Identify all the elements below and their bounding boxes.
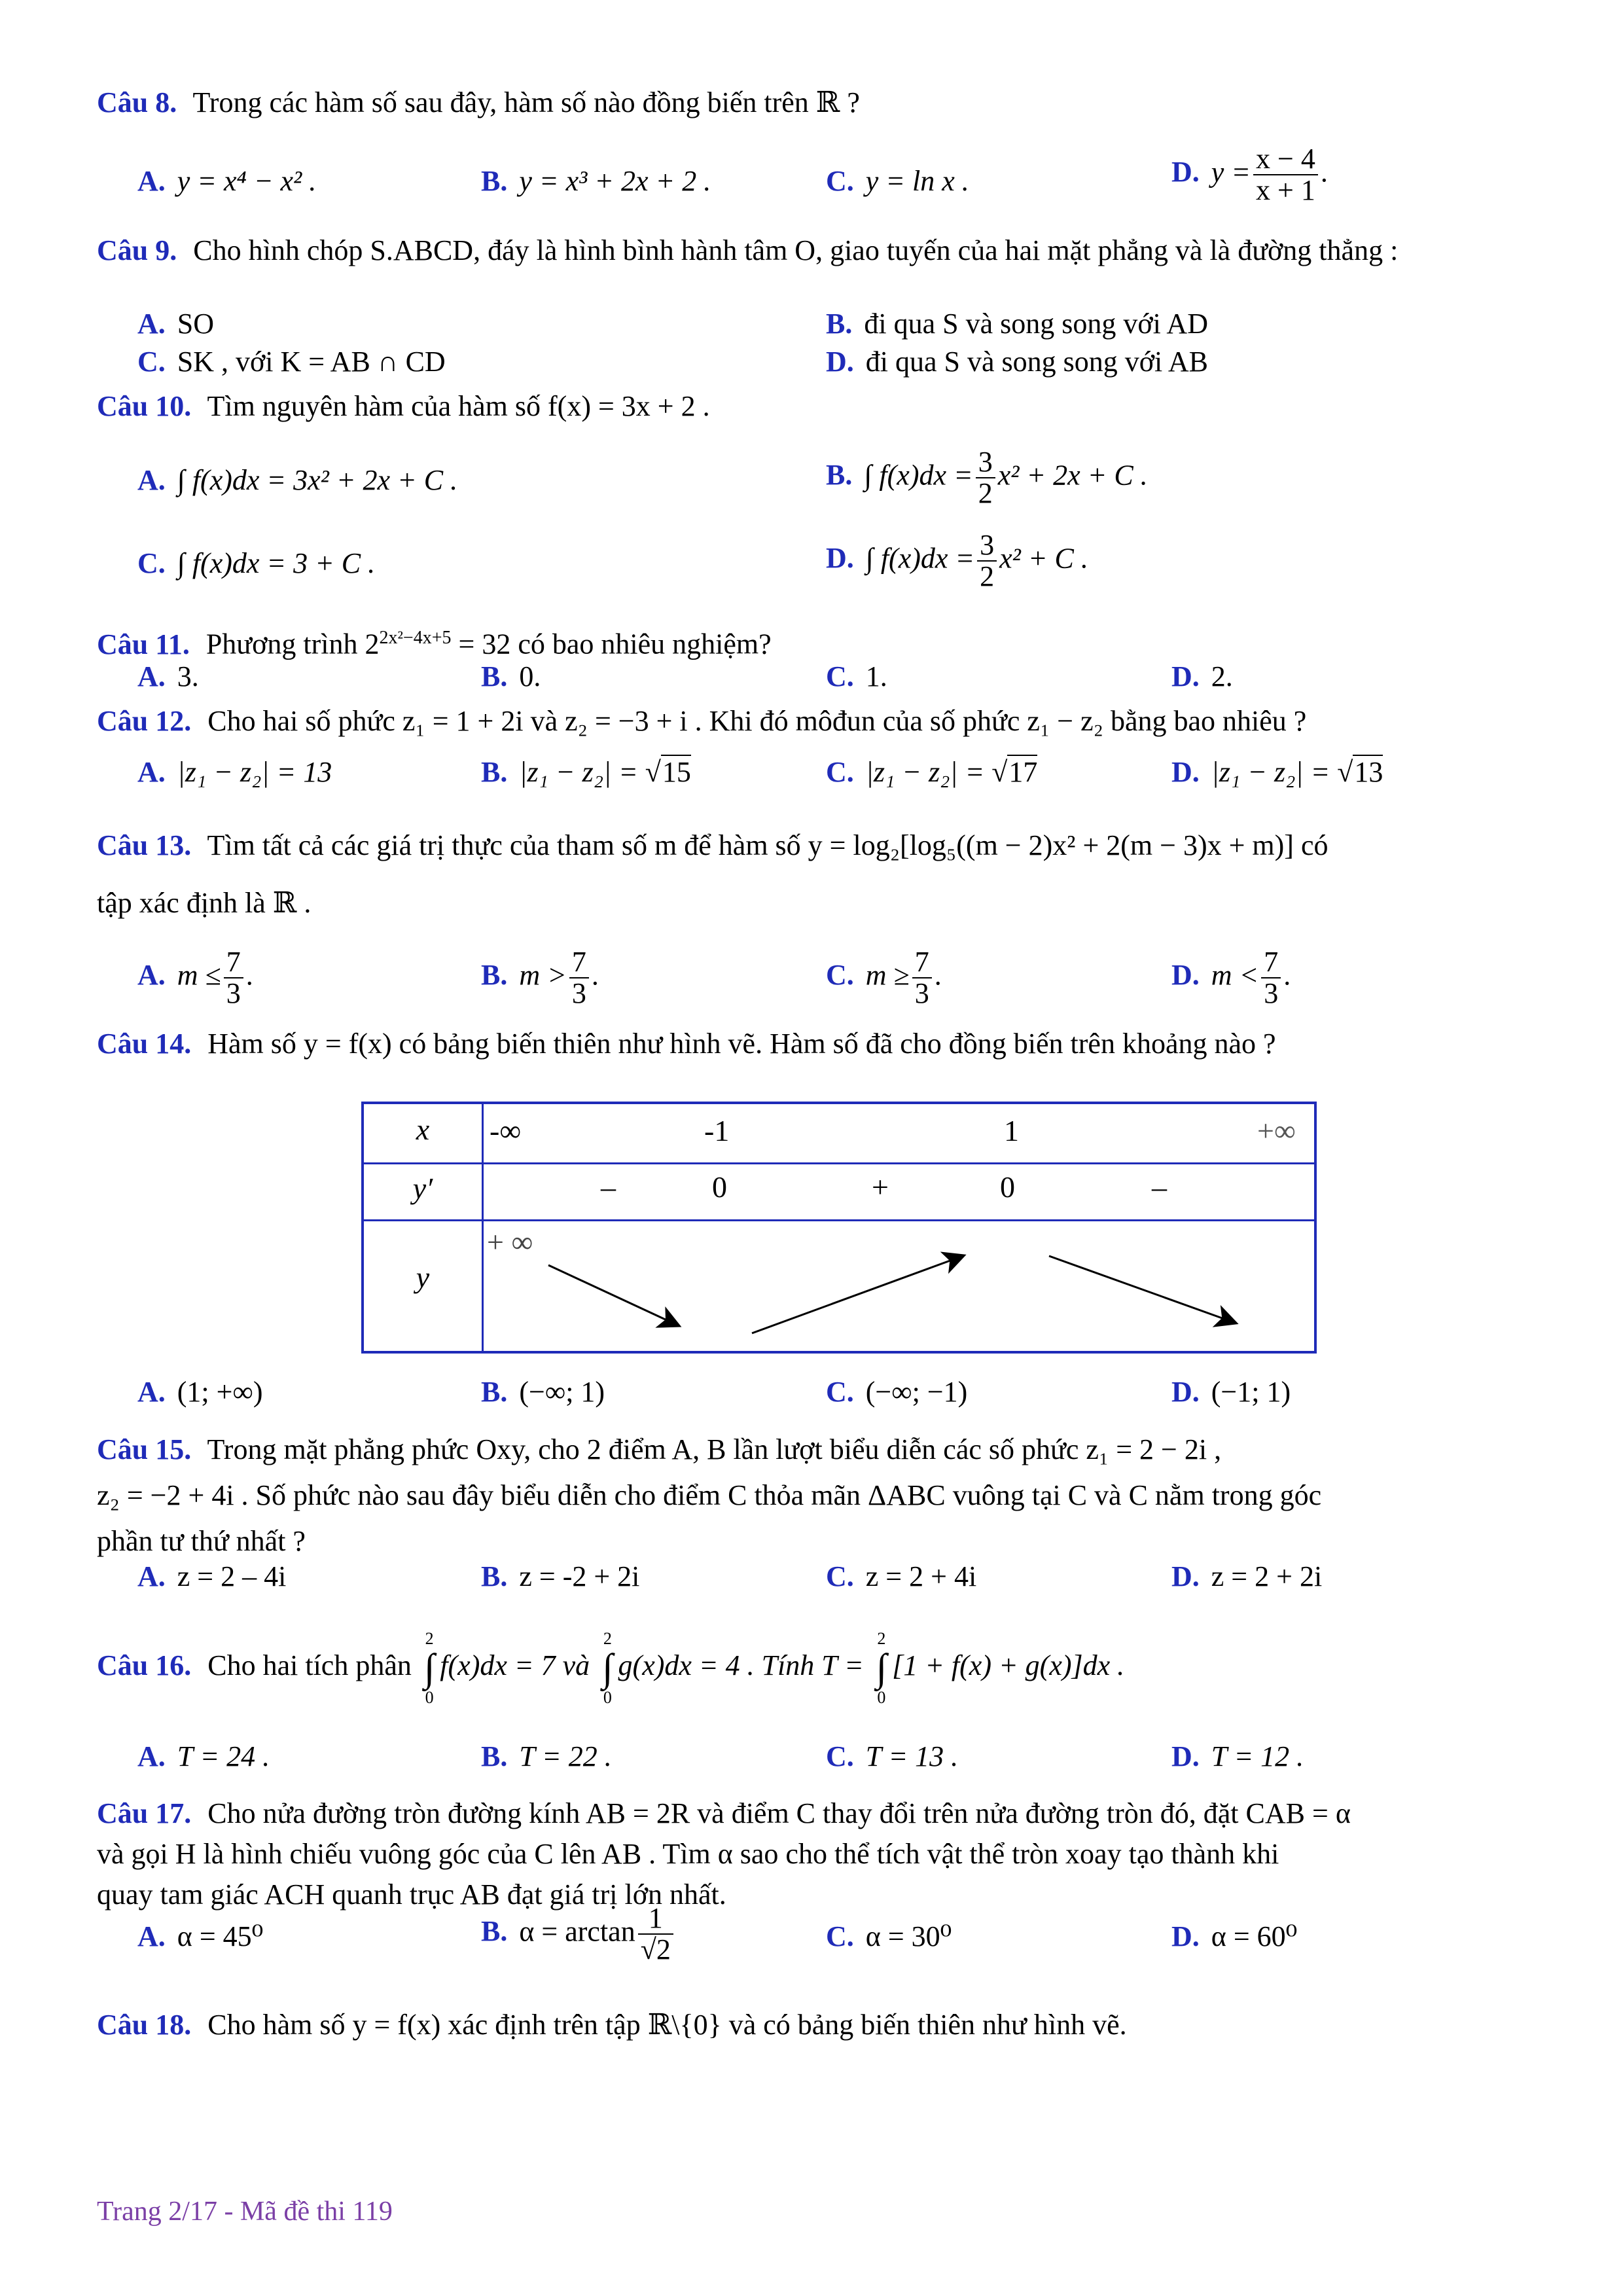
option-d[interactable]: D. |z₁ − z₂| = √13 (1171, 756, 1383, 788)
question-10-options-row1 (0, 446, 1623, 520)
question-15-options (0, 1558, 1623, 1617)
option-b[interactable]: B. |z₁ − z₂| = √15 (481, 756, 691, 788)
question-text-cont: quay tam giác ACH quanh trục AB đạt giá trị lớn nhất. (97, 1878, 726, 1910)
option-d[interactable]: D. z = 2 + 2i (1171, 1560, 1323, 1592)
question-text: Tìm tất cả các giá trị thực của tham số m để hàm số y = log₂[log₅((m − 2)x² + 2(m − 3)x + m)] có (207, 829, 1329, 861)
option-c[interactable]: C. 1. (826, 660, 887, 692)
question-16: Câu 16. Cho hai tích phân 2 ∫ 0 f(x)dx = 7 và 2 ∫ 0 g(x)dx = 4 . Tính T = 2 ∫ 0 [1 + f(x) + g(x)]dx . (97, 1629, 1125, 1708)
question-number: Câu 11. (97, 628, 190, 660)
option-a[interactable]: A. m ≤ $\frac{7}{3}$ . (137, 946, 253, 1010)
question-number: Câu 14. (97, 1028, 192, 1060)
question-8-options (0, 143, 1623, 221)
x-value: +∞ (1257, 1114, 1296, 1147)
question-text: Cho hai số phức z₁ = 1 + 2i và z₂ = −3 + i . Khi đó môđun của số phức z₁ − z₂ bằng bao nhiêu ? (207, 705, 1307, 737)
question-text-cont: và gọi H là hình chiếu vuông góc của C lên AB . Tìm α sao cho thể tích vật thể tròn xoay tạo thành khi (97, 1838, 1279, 1870)
question-text-cont: z₂ = −2 + 4i . Số phức nào sau đây biểu diễn cho điểm C thỏa mãn ΔABC vuông tại C và C nằm trong góc (97, 1479, 1322, 1511)
question-13 (97, 817, 1544, 932)
option-c[interactable]: C. SK , với K = AB ∩ CD (137, 346, 446, 378)
option-c[interactable]: C. α = 30⁰ (826, 1920, 952, 1952)
option-a[interactable]: A. T = 24 . (137, 1740, 270, 1772)
decreasing-arrow (548, 1265, 678, 1325)
question-number: Câu 9. (97, 234, 177, 266)
option-c[interactable]: C. y = ln x . (826, 165, 969, 197)
question-9 (97, 232, 1544, 270)
option-c[interactable]: C. m ≥ $\frac{7}{3}$ . (826, 946, 942, 1010)
option-b[interactable]: B. z = -2 + 2i (481, 1560, 640, 1592)
question-text: Trong mặt phẳng phức Oxy, cho 2 điểm A, B lần lượt biểu diễn các số phức z₁ = 2 − 2i , (207, 1433, 1222, 1465)
question-number: Câu 17. (97, 1797, 192, 1829)
option-d[interactable]: D. T = 12 . (1171, 1740, 1304, 1772)
question-10-options-row2 (0, 529, 1623, 603)
decreasing-arrow (1049, 1256, 1235, 1323)
option-d[interactable]: D. α = 60⁰ (1171, 1920, 1298, 1952)
option-a[interactable]: A. ∫ f(x)dx = 3x² + 2x + C . (137, 464, 458, 496)
row-label-y: y (416, 1261, 430, 1294)
question-12 (97, 702, 1544, 740)
question-18 (97, 2006, 1544, 2044)
question-10 (97, 387, 1544, 425)
yprime-sign: + (872, 1170, 889, 1204)
question-text: Cho hình chóp S.ABCD, đáy là hình bình hành tâm O, giao tuyến của hai mặt phẳng và là đường thẳng : (193, 234, 1399, 266)
x-value: -∞ (490, 1114, 522, 1147)
integral-sign: 2 ∫ 0 (876, 1629, 887, 1708)
option-a[interactable]: A. (1; +∞) (137, 1376, 263, 1408)
x-value: 1 (1004, 1114, 1019, 1147)
option-b[interactable]: B. y = x³ + 2x + 2 . (481, 165, 711, 197)
increasing-arrow (752, 1256, 963, 1333)
option-b[interactable]: B. 0. (481, 660, 541, 692)
question-17-options (0, 1902, 1623, 1977)
question-number: Câu 13. (97, 829, 192, 861)
option-d[interactable]: D. 2. (1171, 660, 1233, 692)
yprime-zero: 0 (1000, 1170, 1015, 1204)
question-number: Câu 12. (97, 705, 192, 737)
question-text: Cho nửa đường tròn đường kính AB = 2R và điểm C thay đổi trên nửa đường tròn đó, đặt CAB = α (207, 1797, 1351, 1829)
option-c[interactable]: C. T = 13 . (826, 1740, 959, 1772)
question-number: Câu 18. (97, 2009, 192, 2041)
option-c[interactable]: C. z = 2 + 4i (826, 1560, 977, 1592)
option-c[interactable]: C. |z₁ − z₂| = √17 (826, 756, 1038, 788)
option-b[interactable]: B. α = arctan $\frac{1}{√2}$ (481, 1903, 676, 1965)
yprime-sign: – (1152, 1170, 1167, 1204)
variation-table (361, 1102, 1317, 1354)
question-14 (97, 1025, 1544, 1063)
option-b[interactable]: B. ∫ f(x)dx = $\frac{3}{2}$ x² + 2x + C . (826, 446, 1148, 510)
row-label-x: x (416, 1113, 430, 1146)
question-16-options (0, 1738, 1623, 1797)
question-text: Hàm số y = f(x) có bảng biến thiên như hình vẽ. Hàm số đã cho đồng biến trên khoảng nào ? (207, 1028, 1276, 1060)
question-12-options (0, 753, 1623, 812)
option-d[interactable]: D. đi qua S và song song với AB (826, 346, 1208, 378)
question-number: Câu 15. (97, 1433, 192, 1465)
option-c[interactable]: C. ∫ f(x)dx = 3 + C . (137, 547, 376, 579)
question-text: Cho hàm số y = f(x) xác định trên tập ℝ\{0} và có bảng biến thiên như hình vẽ. (207, 2009, 1127, 2041)
option-a[interactable]: A. α = 45⁰ (137, 1920, 264, 1952)
option-b[interactable]: B. T = 22 . (481, 1740, 612, 1772)
option-b[interactable]: B. m > $\frac{7}{3}$ . (481, 946, 599, 1010)
option-a[interactable]: A. |z₁ − z₂| = 13 (137, 756, 332, 788)
question-11: Câu 11. Phương trình $2^{2x^2-4x+5} = 32$ có bao nhiêu nghiệm? (97, 628, 772, 660)
option-a[interactable]: A. 3. (137, 660, 199, 692)
variation-arrows (364, 1104, 1319, 1356)
yprime-sign: – (601, 1170, 616, 1204)
question-text-cont: phần tư thứ nhất ? (97, 1525, 306, 1557)
option-b[interactable]: B. đi qua S và song song với AD (826, 308, 1208, 340)
question-17 (97, 1793, 1544, 1915)
integral-sign: 2 ∫ 0 (423, 1629, 435, 1708)
question-text: Tìm nguyên hàm của hàm số f(x) = 3x + 2 . (207, 390, 710, 422)
x-value: -1 (704, 1114, 730, 1147)
option-a[interactable]: A. y = x⁴ − x² . (137, 165, 317, 197)
question-number: Câu 8. (97, 86, 177, 118)
yprime-zero: 0 (712, 1170, 727, 1204)
option-d[interactable]: D. m < $\frac{7}{3}$ . (1171, 946, 1291, 1010)
y-start-value: + ∞ (487, 1225, 533, 1259)
option-d[interactable]: D. (−1; 1) (1171, 1376, 1291, 1408)
option-d[interactable]: D. ∫ f(x)dx = $\frac{3}{2}$ x² + C . (826, 529, 1088, 593)
question-text-cont: tập xác định là ℝ . (97, 887, 312, 919)
option-a[interactable]: A. z = 2 – 4i (137, 1560, 287, 1592)
row-label-yprime: y′ (412, 1172, 433, 1205)
question-14-options (0, 1373, 1623, 1432)
question-text: Trong các hàm số sau đây, hàm số nào đồng biến trên ℝ ? (192, 86, 860, 118)
question-13-options (0, 946, 1623, 1010)
question-number: Câu 16. (97, 1649, 192, 1681)
option-d[interactable]: D. y = $\frac{x - 4}{x + 1}$ . (1171, 143, 1328, 207)
question-number: Câu 10. (97, 390, 192, 422)
option-c[interactable]: C. (−∞; −1) (826, 1376, 968, 1408)
question-15 (97, 1427, 1544, 1564)
option-a[interactable]: A. SO (137, 308, 215, 340)
integral-sign: 2 ∫ 0 (602, 1629, 613, 1708)
question-8 (97, 84, 1544, 122)
option-b[interactable]: B. (−∞; 1) (481, 1376, 605, 1408)
page-footer: Trang 2/17 - Mã đề thi 119 (97, 2197, 393, 2227)
